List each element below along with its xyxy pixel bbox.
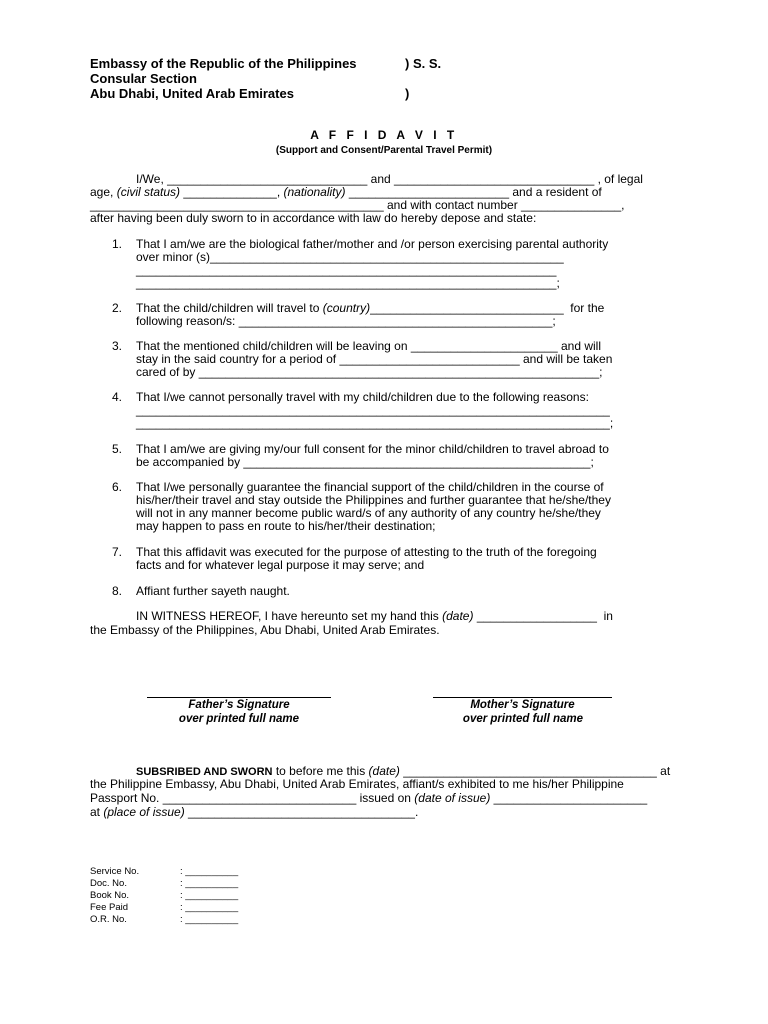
item-3-line-2: stay in the said country for a period of ___________________________ and will be taken <box>136 352 613 366</box>
mother-signature-label: Mother’s Signature <box>470 699 575 711</box>
father-signature-label: Father’s Signature <box>188 699 290 711</box>
item-1-line-2: over minor (s)_____________________________________________________ <box>136 250 564 264</box>
document-title: A F F I D A V I T <box>310 128 458 142</box>
fee-label-fee-paid: Fee Paid <box>90 902 129 913</box>
item-5-number: 5. <box>111 442 122 456</box>
item-1-line-3: _______________________________________________________________ <box>136 263 557 277</box>
jurat-line-3: Passport No. _____________________________ issued on (date of issue) _______________________ <box>90 791 648 805</box>
mother-printed-name-label: over printed full name <box>462 713 584 725</box>
fee-value-service-no: : __________ <box>180 866 239 877</box>
item-4-line-3: _______________________________________________________________________; <box>136 416 614 430</box>
item-2-line-1: That the child/children will travel to (country)_____________________________ for the <box>136 301 605 315</box>
item-5-line-2: be accompanied by ____________________________________________________; <box>136 455 594 469</box>
item-6-line-1: That I/we personally guarantee the financial support of the child/children in the course of <box>136 480 604 494</box>
fee-value-or-no: : __________ <box>180 914 239 925</box>
header-consular-section: Consular Section <box>90 71 197 86</box>
item-4-line-2: _______________________________________________________________________ <box>136 403 610 417</box>
header-embassy: Embassy of the Republic of the Philippines <box>90 56 357 71</box>
item-1-line-4: _______________________________________________________________; <box>136 276 560 290</box>
jurat-line-4: at (place of issue) __________________________________. <box>90 805 419 819</box>
item-6-line-3: will not in any manner become public ward/s of any authority of any country he/she/they <box>136 506 601 520</box>
intro-line-4: after having been duly sworn to in accordance with law do hereby depose and state: <box>90 211 537 225</box>
item-2-line-2: following reason/s: _______________________________________________; <box>136 314 556 328</box>
fee-label-or-no: O.R. No. <box>90 914 127 925</box>
item-5-line-1: That I am/we are giving my/our full consent for the minor child/children to travel abroad to <box>136 442 609 456</box>
fee-value-fee-paid: : __________ <box>180 902 239 913</box>
item-3-number: 3. <box>111 339 122 353</box>
item-1-line-1: That I am/we are the biological father/mother and /or person exercising parental authority <box>136 237 609 251</box>
item-1-number: 1. <box>111 237 122 251</box>
jurat-line-1: SUBSRIBED AND SWORN to before me this (date) ______________________________________ at <box>136 764 671 778</box>
fee-value-book-no: : __________ <box>180 890 239 901</box>
fee-label-doc-no: Doc. No. <box>90 878 127 889</box>
item-3-line-3: cared of by ____________________________________________________________; <box>136 365 603 379</box>
item-7-line-2: facts and for whatever legal purpose it may serve; and <box>136 558 425 572</box>
item-8-line-1: Affiant further sayeth naught. <box>136 584 290 598</box>
item-6-line-2: his/her/their travel and stay outside the Philippines and further guarantee that he/she/they <box>136 493 611 507</box>
intro-line-2: age, (civil status) ______________, (nationality) ________________________ and a resident of <box>90 185 602 199</box>
fee-value-doc-no: : __________ <box>180 878 239 889</box>
header-ss: ) S. S. <box>405 56 442 71</box>
item-4-line-1: That I/we cannot personally travel with my child/children due to the following reasons: <box>136 390 589 404</box>
mother-signature-line <box>433 697 612 698</box>
father-printed-name-label: over printed full name <box>178 713 300 725</box>
item-6-number: 6. <box>111 480 122 494</box>
item-3-line-1: That the mentioned child/children will be leaving on ______________________ and will <box>136 339 602 353</box>
jurat-line-2: the Philippine Embassy, Abu Dhabi, United Arab Emirates, affiant/s exhibited to me his/her Philippine <box>90 777 624 791</box>
intro-line-1: I/We, ______________________________ and ______________________________ , of legal <box>136 172 643 186</box>
item-4-number: 4. <box>111 390 122 404</box>
intro-line-3: ____________________________________________ and with contact number _______________, <box>90 198 625 212</box>
item-7-number: 7. <box>111 545 122 559</box>
item-2-number: 2. <box>111 301 122 315</box>
fee-label-service-no: Service No. <box>90 866 140 877</box>
document-subtitle: (Support and Consent/Parental Travel Permit) <box>275 145 493 156</box>
header-paren: ) <box>405 86 410 101</box>
fee-label-book-no: Book No. <box>90 890 130 901</box>
witness-line-1: IN WITNESS HEREOF, I have hereunto set my hand this (date) __________________ in <box>136 609 613 623</box>
item-7-line-1: That this affidavit was executed for the purpose of attesting to the truth of the foregoing <box>136 545 597 559</box>
witness-line-2: the Embassy of the Philippines, Abu Dhabi, United Arab Emirates. <box>90 623 440 637</box>
father-signature-line <box>147 697 331 698</box>
item-6-line-4: may happen to pass en route to his/her/their destination; <box>136 519 436 533</box>
header-location: Abu Dhabi, United Arab Emirates <box>90 86 294 101</box>
item-8-number: 8. <box>111 584 122 598</box>
